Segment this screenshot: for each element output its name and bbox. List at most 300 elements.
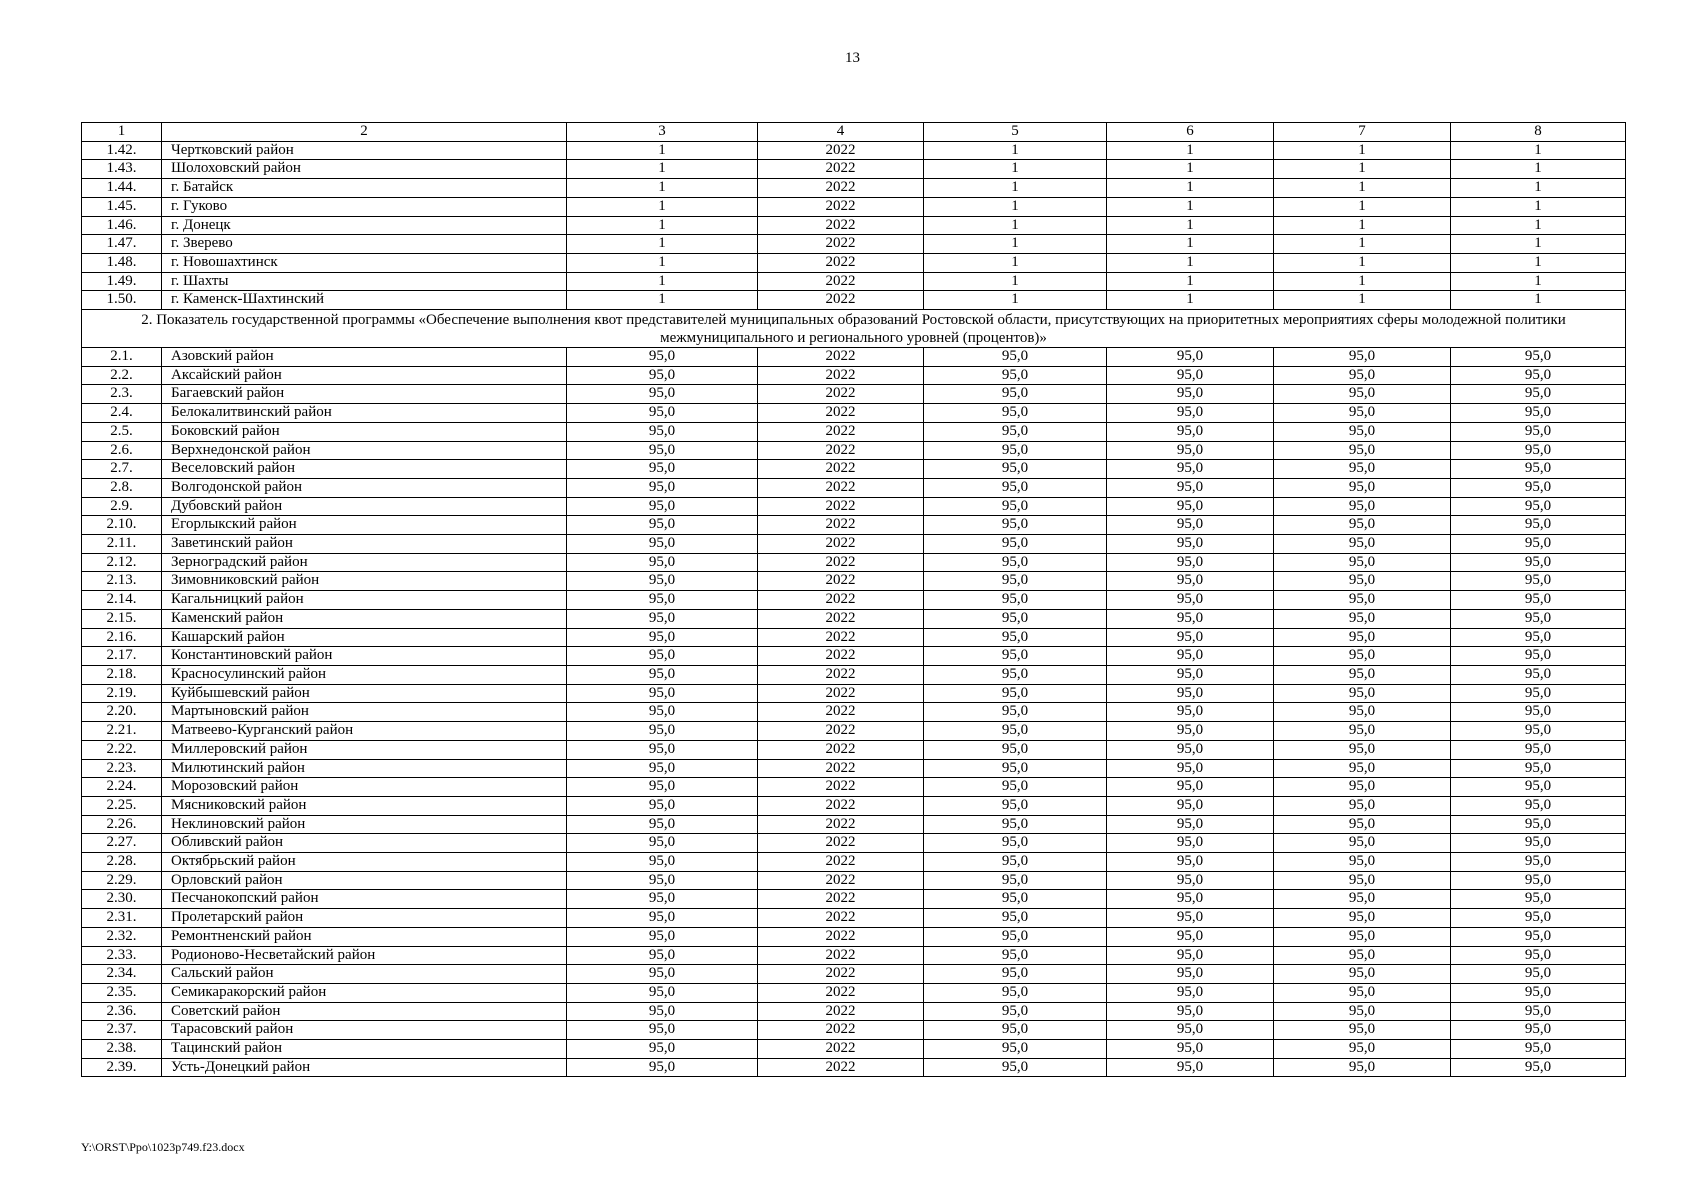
table-row xyxy=(82,141,1626,160)
base-year: 2022 xyxy=(758,853,924,872)
base-year: 2022 xyxy=(758,385,924,404)
value-col-5: 95,0 xyxy=(924,927,1107,946)
table-row xyxy=(82,253,1626,272)
value-col-7: 1 xyxy=(1274,235,1451,254)
base-year: 2022 xyxy=(758,272,924,291)
value-col-8: 95,0 xyxy=(1451,740,1626,759)
district-name: Пролетарский район xyxy=(162,909,567,928)
value-col-5: 1 xyxy=(924,272,1107,291)
table-row xyxy=(82,965,1626,984)
value-col-7: 95,0 xyxy=(1274,871,1451,890)
value-col-5: 95,0 xyxy=(924,1040,1107,1059)
value-col-8: 95,0 xyxy=(1451,722,1626,741)
value-col-7: 1 xyxy=(1274,141,1451,160)
value-col-8: 95,0 xyxy=(1451,815,1626,834)
base-value: 95,0 xyxy=(567,946,758,965)
value-col-8: 95,0 xyxy=(1451,665,1626,684)
value-col-6: 95,0 xyxy=(1107,422,1274,441)
district-name: Зимовниковский район xyxy=(162,572,567,591)
base-year: 2022 xyxy=(758,348,924,367)
value-col-6: 95,0 xyxy=(1107,385,1274,404)
row-number: 2.32. xyxy=(82,927,162,946)
base-year: 2022 xyxy=(758,478,924,497)
value-col-7: 95,0 xyxy=(1274,647,1451,666)
value-col-7: 95,0 xyxy=(1274,572,1451,591)
value-col-7: 95,0 xyxy=(1274,665,1451,684)
base-year: 2022 xyxy=(758,665,924,684)
base-year: 2022 xyxy=(758,1058,924,1077)
value-col-7: 95,0 xyxy=(1274,834,1451,853)
base-value: 95,0 xyxy=(567,553,758,572)
value-col-5: 95,0 xyxy=(924,628,1107,647)
base-year: 2022 xyxy=(758,628,924,647)
base-year: 2022 xyxy=(758,609,924,628)
district-name: Милютинский район xyxy=(162,759,567,778)
district-name: Кагальницкий район xyxy=(162,591,567,610)
district-name: Миллеровский район xyxy=(162,740,567,759)
value-col-6: 95,0 xyxy=(1107,348,1274,367)
district-name: г. Каменск-Шахтинский xyxy=(162,291,567,310)
value-col-8: 95,0 xyxy=(1451,853,1626,872)
table-row xyxy=(82,478,1626,497)
value-col-8: 1 xyxy=(1451,216,1626,235)
base-year: 2022 xyxy=(758,834,924,853)
value-col-5: 1 xyxy=(924,179,1107,198)
value-col-5: 1 xyxy=(924,291,1107,310)
district-name: Боковский район xyxy=(162,422,567,441)
value-col-7: 95,0 xyxy=(1274,385,1451,404)
value-col-7: 95,0 xyxy=(1274,722,1451,741)
value-col-6: 95,0 xyxy=(1107,853,1274,872)
row-number: 2.30. xyxy=(82,890,162,909)
value-col-6: 1 xyxy=(1107,179,1274,198)
value-col-8: 95,0 xyxy=(1451,796,1626,815)
value-col-7: 95,0 xyxy=(1274,965,1451,984)
table-row xyxy=(82,890,1626,909)
column-number: 3 xyxy=(567,123,758,142)
table-row xyxy=(82,871,1626,890)
base-value: 95,0 xyxy=(567,628,758,647)
row-number: 2.34. xyxy=(82,965,162,984)
row-number: 2.18. xyxy=(82,665,162,684)
column-number: 1 xyxy=(82,123,162,142)
base-value: 95,0 xyxy=(567,366,758,385)
district-name: Семикаракорский район xyxy=(162,983,567,1002)
value-col-5: 95,0 xyxy=(924,516,1107,535)
district-name: Егорлыкский район xyxy=(162,516,567,535)
base-value: 1 xyxy=(567,141,758,160)
value-col-8: 95,0 xyxy=(1451,516,1626,535)
value-col-6: 95,0 xyxy=(1107,366,1274,385)
table-body xyxy=(82,123,1626,1077)
row-number: 2.15. xyxy=(82,609,162,628)
value-col-8: 95,0 xyxy=(1451,497,1626,516)
value-col-8: 95,0 xyxy=(1451,965,1626,984)
base-value: 1 xyxy=(567,235,758,254)
value-col-5: 95,0 xyxy=(924,853,1107,872)
base-year: 2022 xyxy=(758,160,924,179)
value-col-7: 95,0 xyxy=(1274,404,1451,423)
district-name: г. Шахты xyxy=(162,272,567,291)
value-col-7: 95,0 xyxy=(1274,460,1451,479)
district-name: Азовский район xyxy=(162,348,567,367)
row-number: 2.33. xyxy=(82,946,162,965)
value-col-7: 95,0 xyxy=(1274,591,1451,610)
value-col-5: 95,0 xyxy=(924,441,1107,460)
table-row xyxy=(82,853,1626,872)
value-col-6: 95,0 xyxy=(1107,1058,1274,1077)
base-year: 2022 xyxy=(758,235,924,254)
base-value: 95,0 xyxy=(567,927,758,946)
column-number: 6 xyxy=(1107,123,1274,142)
row-number: 2.37. xyxy=(82,1021,162,1040)
table-row xyxy=(82,591,1626,610)
base-year: 2022 xyxy=(758,591,924,610)
row-number: 2.2. xyxy=(82,366,162,385)
value-col-7: 95,0 xyxy=(1274,946,1451,965)
base-year: 2022 xyxy=(758,216,924,235)
value-col-8: 95,0 xyxy=(1451,553,1626,572)
row-number: 2.1. xyxy=(82,348,162,367)
district-name: Родионово-Несветайский район xyxy=(162,946,567,965)
value-col-8: 95,0 xyxy=(1451,778,1626,797)
value-col-6: 95,0 xyxy=(1107,722,1274,741)
value-col-6: 95,0 xyxy=(1107,890,1274,909)
value-col-5: 95,0 xyxy=(924,759,1107,778)
base-value: 95,0 xyxy=(567,890,758,909)
value-col-8: 1 xyxy=(1451,291,1626,310)
row-number: 2.28. xyxy=(82,853,162,872)
value-col-5: 95,0 xyxy=(924,684,1107,703)
district-name: Мартыновский район xyxy=(162,703,567,722)
base-year: 2022 xyxy=(758,1002,924,1021)
row-number: 2.24. xyxy=(82,778,162,797)
value-col-8: 95,0 xyxy=(1451,348,1626,367)
base-year: 2022 xyxy=(758,759,924,778)
value-col-7: 95,0 xyxy=(1274,909,1451,928)
value-col-6: 95,0 xyxy=(1107,909,1274,928)
table-row xyxy=(82,628,1626,647)
table-row xyxy=(82,722,1626,741)
district-name: Усть-Донецкий район xyxy=(162,1058,567,1077)
value-col-5: 95,0 xyxy=(924,647,1107,666)
row-number: 2.3. xyxy=(82,385,162,404)
base-value: 95,0 xyxy=(567,460,758,479)
value-col-6: 1 xyxy=(1107,141,1274,160)
page-number: 13 xyxy=(845,50,860,66)
value-col-5: 95,0 xyxy=(924,965,1107,984)
row-number: 2.4. xyxy=(82,404,162,423)
value-col-6: 95,0 xyxy=(1107,1002,1274,1021)
base-value: 95,0 xyxy=(567,778,758,797)
district-name: Белокалитвинский район xyxy=(162,404,567,423)
value-col-8: 1 xyxy=(1451,235,1626,254)
base-year: 2022 xyxy=(758,1021,924,1040)
file-path-footer: Y:\ORST\Ppo\1023p749.f23.docx xyxy=(81,1140,245,1154)
base-value: 95,0 xyxy=(567,497,758,516)
value-col-8: 95,0 xyxy=(1451,834,1626,853)
value-col-8: 1 xyxy=(1451,160,1626,179)
value-col-8: 1 xyxy=(1451,141,1626,160)
value-col-8: 1 xyxy=(1451,272,1626,291)
base-year: 2022 xyxy=(758,871,924,890)
value-col-5: 1 xyxy=(924,160,1107,179)
district-name: Советский район xyxy=(162,1002,567,1021)
district-name: Дубовский район xyxy=(162,497,567,516)
base-year: 2022 xyxy=(758,141,924,160)
base-value: 1 xyxy=(567,253,758,272)
table-row xyxy=(82,778,1626,797)
base-value: 95,0 xyxy=(567,572,758,591)
value-col-5: 1 xyxy=(924,253,1107,272)
value-col-5: 95,0 xyxy=(924,385,1107,404)
district-name: г. Донецк xyxy=(162,216,567,235)
value-col-7: 95,0 xyxy=(1274,927,1451,946)
value-col-5: 95,0 xyxy=(924,497,1107,516)
value-col-5: 95,0 xyxy=(924,366,1107,385)
district-name: Ремонтненский район xyxy=(162,927,567,946)
base-value: 95,0 xyxy=(567,909,758,928)
value-col-5: 95,0 xyxy=(924,703,1107,722)
base-value: 95,0 xyxy=(567,834,758,853)
district-name: Тацинский район xyxy=(162,1040,567,1059)
value-col-5: 95,0 xyxy=(924,553,1107,572)
value-col-6: 95,0 xyxy=(1107,553,1274,572)
value-col-7: 95,0 xyxy=(1274,1058,1451,1077)
base-year: 2022 xyxy=(758,927,924,946)
column-number-row xyxy=(82,123,1626,142)
table-row xyxy=(82,366,1626,385)
base-value: 1 xyxy=(567,197,758,216)
base-value: 1 xyxy=(567,179,758,198)
table-row xyxy=(82,1021,1626,1040)
table-row xyxy=(82,348,1626,367)
row-number: 2.29. xyxy=(82,871,162,890)
base-year: 2022 xyxy=(758,253,924,272)
value-col-8: 95,0 xyxy=(1451,460,1626,479)
value-col-7: 95,0 xyxy=(1274,684,1451,703)
value-col-8: 95,0 xyxy=(1451,909,1626,928)
table-row xyxy=(82,684,1626,703)
value-col-6: 1 xyxy=(1107,272,1274,291)
value-col-5: 95,0 xyxy=(924,909,1107,928)
row-number: 2.38. xyxy=(82,1040,162,1059)
value-col-8: 95,0 xyxy=(1451,366,1626,385)
table-row xyxy=(82,909,1626,928)
value-col-8: 95,0 xyxy=(1451,946,1626,965)
value-col-8: 95,0 xyxy=(1451,441,1626,460)
value-col-5: 95,0 xyxy=(924,740,1107,759)
base-value: 95,0 xyxy=(567,535,758,554)
row-number: 2.20. xyxy=(82,703,162,722)
district-name: Матвеево-Курганский район xyxy=(162,722,567,741)
district-name: г. Батайск xyxy=(162,179,567,198)
value-col-6: 95,0 xyxy=(1107,703,1274,722)
base-year: 2022 xyxy=(758,722,924,741)
value-col-6: 95,0 xyxy=(1107,497,1274,516)
value-col-6: 95,0 xyxy=(1107,535,1274,554)
value-col-7: 1 xyxy=(1274,197,1451,216)
value-col-5: 95,0 xyxy=(924,983,1107,1002)
value-col-5: 1 xyxy=(924,141,1107,160)
value-col-5: 95,0 xyxy=(924,478,1107,497)
value-col-7: 95,0 xyxy=(1274,796,1451,815)
value-col-5: 1 xyxy=(924,235,1107,254)
base-value: 95,0 xyxy=(567,815,758,834)
row-number: 2.8. xyxy=(82,478,162,497)
base-value: 95,0 xyxy=(567,647,758,666)
value-col-7: 95,0 xyxy=(1274,1040,1451,1059)
value-col-7: 95,0 xyxy=(1274,348,1451,367)
table-row xyxy=(82,441,1626,460)
district-name: Волгодонской район xyxy=(162,478,567,497)
value-col-6: 95,0 xyxy=(1107,871,1274,890)
district-name: Орловский район xyxy=(162,871,567,890)
base-value: 95,0 xyxy=(567,853,758,872)
base-year: 2022 xyxy=(758,890,924,909)
base-year: 2022 xyxy=(758,497,924,516)
district-name: Обливский район xyxy=(162,834,567,853)
district-name: Верхнедонской район xyxy=(162,441,567,460)
base-value: 95,0 xyxy=(567,478,758,497)
value-col-8: 95,0 xyxy=(1451,1002,1626,1021)
district-name: Куйбышевский район xyxy=(162,684,567,703)
value-col-7: 95,0 xyxy=(1274,703,1451,722)
value-col-7: 95,0 xyxy=(1274,983,1451,1002)
base-year: 2022 xyxy=(758,815,924,834)
value-col-6: 95,0 xyxy=(1107,778,1274,797)
table-row xyxy=(82,927,1626,946)
value-col-5: 95,0 xyxy=(924,1058,1107,1077)
value-col-6: 95,0 xyxy=(1107,946,1274,965)
table-row xyxy=(82,572,1626,591)
table-row xyxy=(82,197,1626,216)
value-col-5: 1 xyxy=(924,197,1107,216)
value-col-6: 95,0 xyxy=(1107,441,1274,460)
district-name: г. Новошахтинск xyxy=(162,253,567,272)
value-col-8: 95,0 xyxy=(1451,647,1626,666)
value-col-6: 1 xyxy=(1107,253,1274,272)
base-year: 2022 xyxy=(758,909,924,928)
row-number: 2.6. xyxy=(82,441,162,460)
value-col-6: 95,0 xyxy=(1107,572,1274,591)
row-number: 2.14. xyxy=(82,591,162,610)
value-col-7: 95,0 xyxy=(1274,1021,1451,1040)
value-col-6: 95,0 xyxy=(1107,478,1274,497)
value-col-6: 95,0 xyxy=(1107,983,1274,1002)
row-number: 2.11. xyxy=(82,535,162,554)
data-table xyxy=(81,122,1626,1077)
value-col-5: 95,0 xyxy=(924,460,1107,479)
table-row xyxy=(82,385,1626,404)
value-col-7: 95,0 xyxy=(1274,1002,1451,1021)
table-row xyxy=(82,291,1626,310)
base-value: 95,0 xyxy=(567,441,758,460)
value-col-7: 95,0 xyxy=(1274,422,1451,441)
value-col-6: 1 xyxy=(1107,235,1274,254)
value-col-6: 95,0 xyxy=(1107,759,1274,778)
row-number: 2.13. xyxy=(82,572,162,591)
value-col-7: 95,0 xyxy=(1274,890,1451,909)
table-row xyxy=(82,235,1626,254)
value-col-5: 1 xyxy=(924,216,1107,235)
value-col-8: 95,0 xyxy=(1451,535,1626,554)
base-value: 95,0 xyxy=(567,796,758,815)
base-value: 95,0 xyxy=(567,759,758,778)
table-row xyxy=(82,272,1626,291)
value-col-5: 95,0 xyxy=(924,535,1107,554)
column-number: 2 xyxy=(162,123,567,142)
base-value: 95,0 xyxy=(567,722,758,741)
table-row xyxy=(82,460,1626,479)
base-year: 2022 xyxy=(758,647,924,666)
value-col-7: 95,0 xyxy=(1274,497,1451,516)
base-year: 2022 xyxy=(758,684,924,703)
row-number: 2.19. xyxy=(82,684,162,703)
base-year: 2022 xyxy=(758,179,924,198)
table-row xyxy=(82,609,1626,628)
value-col-8: 95,0 xyxy=(1451,890,1626,909)
table-row xyxy=(82,1058,1626,1077)
column-number: 7 xyxy=(1274,123,1451,142)
row-number: 2.23. xyxy=(82,759,162,778)
base-year: 2022 xyxy=(758,291,924,310)
base-value: 95,0 xyxy=(567,609,758,628)
base-year: 2022 xyxy=(758,946,924,965)
base-year: 2022 xyxy=(758,516,924,535)
base-value: 95,0 xyxy=(567,1021,758,1040)
row-number: 2.7. xyxy=(82,460,162,479)
row-number: 1.42. xyxy=(82,141,162,160)
row-number: 2.25. xyxy=(82,796,162,815)
district-name: Заветинский район xyxy=(162,535,567,554)
value-col-5: 95,0 xyxy=(924,348,1107,367)
table-row xyxy=(82,553,1626,572)
value-col-7: 95,0 xyxy=(1274,366,1451,385)
row-number: 2.10. xyxy=(82,516,162,535)
base-value: 95,0 xyxy=(567,422,758,441)
value-col-6: 1 xyxy=(1107,291,1274,310)
value-col-8: 95,0 xyxy=(1451,404,1626,423)
row-number: 2.12. xyxy=(82,553,162,572)
value-col-8: 95,0 xyxy=(1451,703,1626,722)
base-year: 2022 xyxy=(758,404,924,423)
value-col-7: 95,0 xyxy=(1274,553,1451,572)
row-number: 2.17. xyxy=(82,647,162,666)
value-col-6: 95,0 xyxy=(1107,460,1274,479)
base-value: 95,0 xyxy=(567,516,758,535)
table-row xyxy=(82,759,1626,778)
table-row xyxy=(82,647,1626,666)
value-col-5: 95,0 xyxy=(924,1021,1107,1040)
table-row xyxy=(82,516,1626,535)
value-col-8: 95,0 xyxy=(1451,1058,1626,1077)
value-col-8: 95,0 xyxy=(1451,1040,1626,1059)
value-col-6: 1 xyxy=(1107,160,1274,179)
value-col-8: 95,0 xyxy=(1451,478,1626,497)
district-name: Аксайский район xyxy=(162,366,567,385)
table-row xyxy=(82,216,1626,235)
value-col-5: 95,0 xyxy=(924,609,1107,628)
base-value: 95,0 xyxy=(567,983,758,1002)
district-name: Шолоховский район xyxy=(162,160,567,179)
district-name: г. Гуково xyxy=(162,197,567,216)
value-col-7: 95,0 xyxy=(1274,759,1451,778)
value-col-6: 95,0 xyxy=(1107,965,1274,984)
value-col-5: 95,0 xyxy=(924,572,1107,591)
district-name: Зерноградский район xyxy=(162,553,567,572)
district-name: Тарасовский район xyxy=(162,1021,567,1040)
